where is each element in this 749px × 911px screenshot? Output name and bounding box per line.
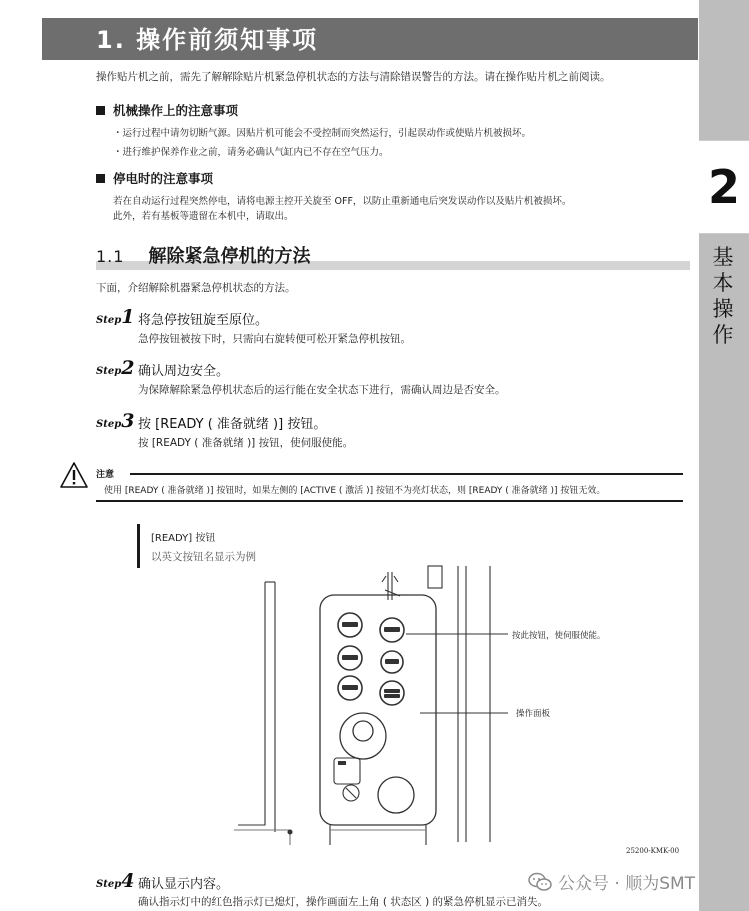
step-description: 按 [READY ( 准备就绪 )] 按钮，使伺服使能。 <box>138 437 354 449</box>
chapter-title-char: 作 <box>712 323 734 347</box>
note-label: 注意 <box>96 470 115 480</box>
warning-triangle-icon <box>59 461 89 489</box>
power-note-line: 若在自动运行过程突然停电，请将电源主控开关旋至 OFF，以防止重新通电后突发误动作以及贴片机被损坏。 <box>113 196 572 207</box>
section-number: 1.1 <box>96 247 125 266</box>
machine-notes-heading <box>96 101 238 119</box>
callout-ready-button: 按此按钮，使伺服使能。 <box>512 631 606 641</box>
step-word: Step <box>96 366 122 377</box>
intro-paragraph: 操作贴片机之前，需先了解解除贴片机紧急停机状态的方法与清除错误警告的方法。请在操作贴片机之前阅读。 <box>96 71 611 83</box>
power-note-line: 此外，若有基板等遗留在本机中，请取出。 <box>113 211 294 222</box>
chapter-title-vertical <box>706 244 740 348</box>
watermark <box>528 869 695 894</box>
figure-caption-subtitle: 以英文按钮名显示为例 <box>151 551 256 563</box>
step-label <box>96 357 134 379</box>
power-notes-heading-text: 停电时的注意事项 <box>113 171 214 186</box>
power-notes-heading <box>96 169 213 187</box>
chapter-side-tab <box>699 0 749 911</box>
step-title: 按 [READY ( 准备就绪 )] 按钮。 <box>138 417 327 432</box>
step-number: 4 <box>121 870 135 892</box>
page-title: 1. 操作前须知事项 <box>96 26 319 54</box>
figure-caption-title: [READY] 按钮 <box>151 533 216 544</box>
step-label <box>96 306 134 328</box>
step-description: 急停按钮被按下时，只需向右旋转便可松开紧急停机按钮。 <box>138 333 411 345</box>
section-title: 解除紧急停机的方法 <box>148 246 311 267</box>
section-heading <box>96 242 310 268</box>
operation-panel-illustration <box>230 560 510 845</box>
step-title: 确认显示内容。 <box>138 877 230 892</box>
step-label <box>96 870 134 892</box>
chapter-title-char: 本 <box>712 271 734 295</box>
step-number: 3 <box>121 410 135 432</box>
step-description: 为保障解除紧急停机状态后的运行能在安全状态下进行，需确认周边是否安全。 <box>138 384 506 396</box>
machine-note-bullet: ・进行维护保养作业之前，请务必确认气缸内已不存在空气压力。 <box>113 147 389 158</box>
step-title: 确认周边安全。 <box>138 364 230 379</box>
watermark-text: 公众号 · 顺为SMT <box>558 874 696 894</box>
step-word: Step <box>96 315 122 326</box>
step-word: Step <box>96 419 122 430</box>
note-text: 使用 [READY ( 准备就绪 )] 按钮时，如果左侧的 [ACTIVE ( 激活 )] 按钮不为亮灯状态，则 [READY ( 准备就绪 )] 按钮无效。 <box>104 486 606 496</box>
chapter-number: 2 <box>707 160 740 214</box>
step-title: 将急停按钮旋至原位。 <box>138 313 269 328</box>
note-top-rule <box>130 473 683 475</box>
square-bullet-icon <box>96 174 105 183</box>
machine-note-bullet: ・运行过程中请勿切断气源。因贴片机可能会不受控制而突然运行，引起误动作或使贴片机被损坏。 <box>113 128 532 139</box>
step-label <box>96 410 134 432</box>
chapter-title-char: 基 <box>712 245 734 269</box>
step-number: 2 <box>121 357 135 379</box>
step-description: 确认指示灯中的红色指示灯已熄灯，操作画面左上角 ( 状态区 ) 的紧急停机显示已消失。 <box>138 896 549 908</box>
figure-code: 25200-KMK-00 <box>626 847 680 855</box>
callout-operation-panel: 操作面板 <box>516 709 551 719</box>
wechat-icon <box>528 872 552 892</box>
step-word: Step <box>96 879 122 890</box>
step-number: 1 <box>121 306 135 328</box>
section-intro: 下面，介绍解除机器紧急停机状态的方法。 <box>96 282 296 294</box>
machine-notes-heading-text: 机械操作上的注意事项 <box>113 103 239 118</box>
note-bottom-rule <box>96 500 683 502</box>
chapter-title-char: 操 <box>712 297 734 321</box>
figure-caption-bar <box>137 524 140 568</box>
chapter-number-box <box>699 140 749 234</box>
square-bullet-icon <box>96 106 105 115</box>
